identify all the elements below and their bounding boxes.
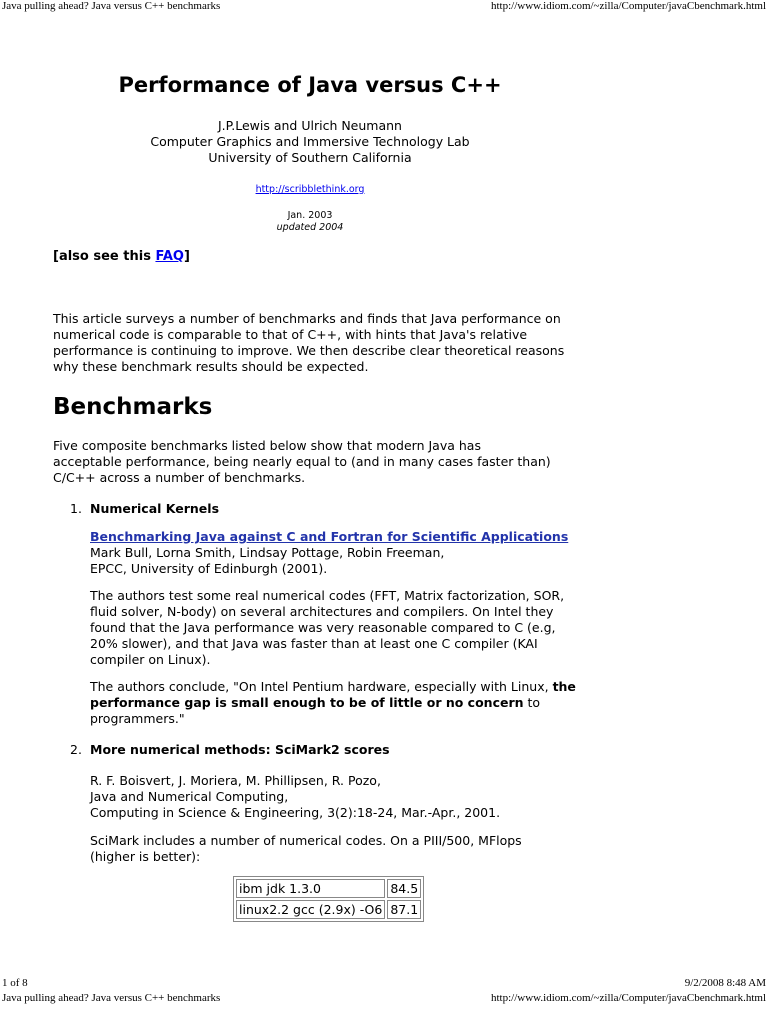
table-cell-value: 84.5 bbox=[387, 879, 421, 898]
faq-prefix: [also see this bbox=[53, 249, 156, 264]
date: Jan. 2003 bbox=[287, 210, 333, 221]
item-2-ref bbox=[90, 773, 500, 821]
item-2-title: More numerical methods: SciMark2 scores bbox=[90, 742, 390, 757]
item-1-link[interactable]: Benchmarking Java against C and Fortran for Scientific Applications bbox=[90, 529, 569, 544]
item-2-ref-line2: Java and Numerical Computing, bbox=[90, 789, 289, 804]
item-1-ref-line1: Mark Bull, Lorna Smith, Lindsay Pottage, Robin Freeman, bbox=[90, 545, 445, 560]
item-2-para1: SciMark includes a number of numerical codes. On a PIII/500, MFlops (higher is better): bbox=[90, 833, 522, 864]
authors-block bbox=[130, 118, 490, 166]
page-title: Performance of Java versus C++ bbox=[118, 73, 502, 97]
section-intro: Five composite benchmarks listed below show that modern Java has acceptable performance, being nearly equal to (and in many cases faster than) C/C++ across a number of benchmarks. bbox=[53, 438, 551, 485]
date-block bbox=[130, 210, 490, 234]
table-cell-label: linux2.2 gcc (2.9x) -O6 bbox=[236, 900, 385, 919]
table-row bbox=[236, 900, 421, 919]
section-heading: Benchmarks bbox=[53, 394, 213, 420]
lab: Computer Graphics and Immersive Technology Lab bbox=[150, 134, 470, 149]
table-row bbox=[236, 879, 421, 898]
item-1-para2 bbox=[90, 679, 578, 727]
header-title: Java pulling ahead? Java versus C++ benchmarks bbox=[2, 0, 221, 12]
item-1-ref-line2: EPCC, University of Edinburgh (2001). bbox=[90, 561, 328, 576]
item-1-number: 1. bbox=[70, 501, 82, 516]
abstract: This article surveys a number of benchmarks and finds that Java performance on numerical code is comparable to that of C++, with hints that Java's relative performance is continuing to improve. We then describe clear theoretical reasons why these benchmark results should be expected. bbox=[53, 311, 565, 374]
item-2-ref-line1: R. F. Boisvert, J. Moriera, M. Phillipsen, R. Pozo, bbox=[90, 773, 381, 788]
item-1-para2-bold: the performance gap is small enough to be of little or no concern bbox=[90, 679, 576, 710]
university: University of Southern California bbox=[208, 150, 412, 165]
item-1-para2-start: The authors conclude, "On Intel Pentium hardware, especially with Linux, bbox=[90, 679, 553, 694]
faq-line bbox=[53, 249, 190, 264]
item-2-ref-line3: Computing in Science & Engineering, 3(2):18-24, Mar.-Apr., 2001. bbox=[90, 805, 501, 820]
site-link[interactable]: http://scribblethink.org bbox=[255, 184, 365, 195]
table-cell-value: 87.1 bbox=[387, 900, 421, 919]
page-number: 1 of 8 bbox=[2, 977, 28, 989]
item-1-ref bbox=[90, 529, 568, 577]
faq-link[interactable]: FAQ bbox=[155, 249, 184, 264]
item-1-para1: The authors test some real numerical codes (FFT, Matrix factorization, SOR, fluid solver, N-body) on several architectures and compilers. On Intel they found that the Java performance was very reasonable compared to C (e.g, 20% slower), and that Java was faster than at least one C compiler (KAI compiler on Linux). bbox=[90, 588, 565, 667]
authors: J.P.Lewis and Ulrich Neumann bbox=[218, 118, 402, 133]
scimark-table bbox=[233, 876, 424, 922]
site-link-wrap bbox=[130, 184, 490, 195]
item-1-title: Numerical Kernels bbox=[90, 501, 220, 516]
faq-suffix: ] bbox=[183, 249, 190, 264]
table-cell-label: ibm jdk 1.3.0 bbox=[236, 879, 385, 898]
updated: updated 2004 bbox=[276, 222, 344, 233]
next-header-url: http://www.idiom.com/~zilla/Computer/javaCbenchmark.html bbox=[491, 992, 766, 1004]
item-2-number: 2. bbox=[70, 742, 82, 757]
print-datetime: 9/2/2008 8:48 AM bbox=[684, 977, 766, 989]
item-1-para2-end: to programmers." bbox=[90, 695, 541, 726]
next-header-title: Java pulling ahead? Java versus C++ benchmarks bbox=[2, 992, 221, 1004]
header-url: http://www.idiom.com/~zilla/Computer/javaCbenchmark.html bbox=[491, 0, 766, 12]
